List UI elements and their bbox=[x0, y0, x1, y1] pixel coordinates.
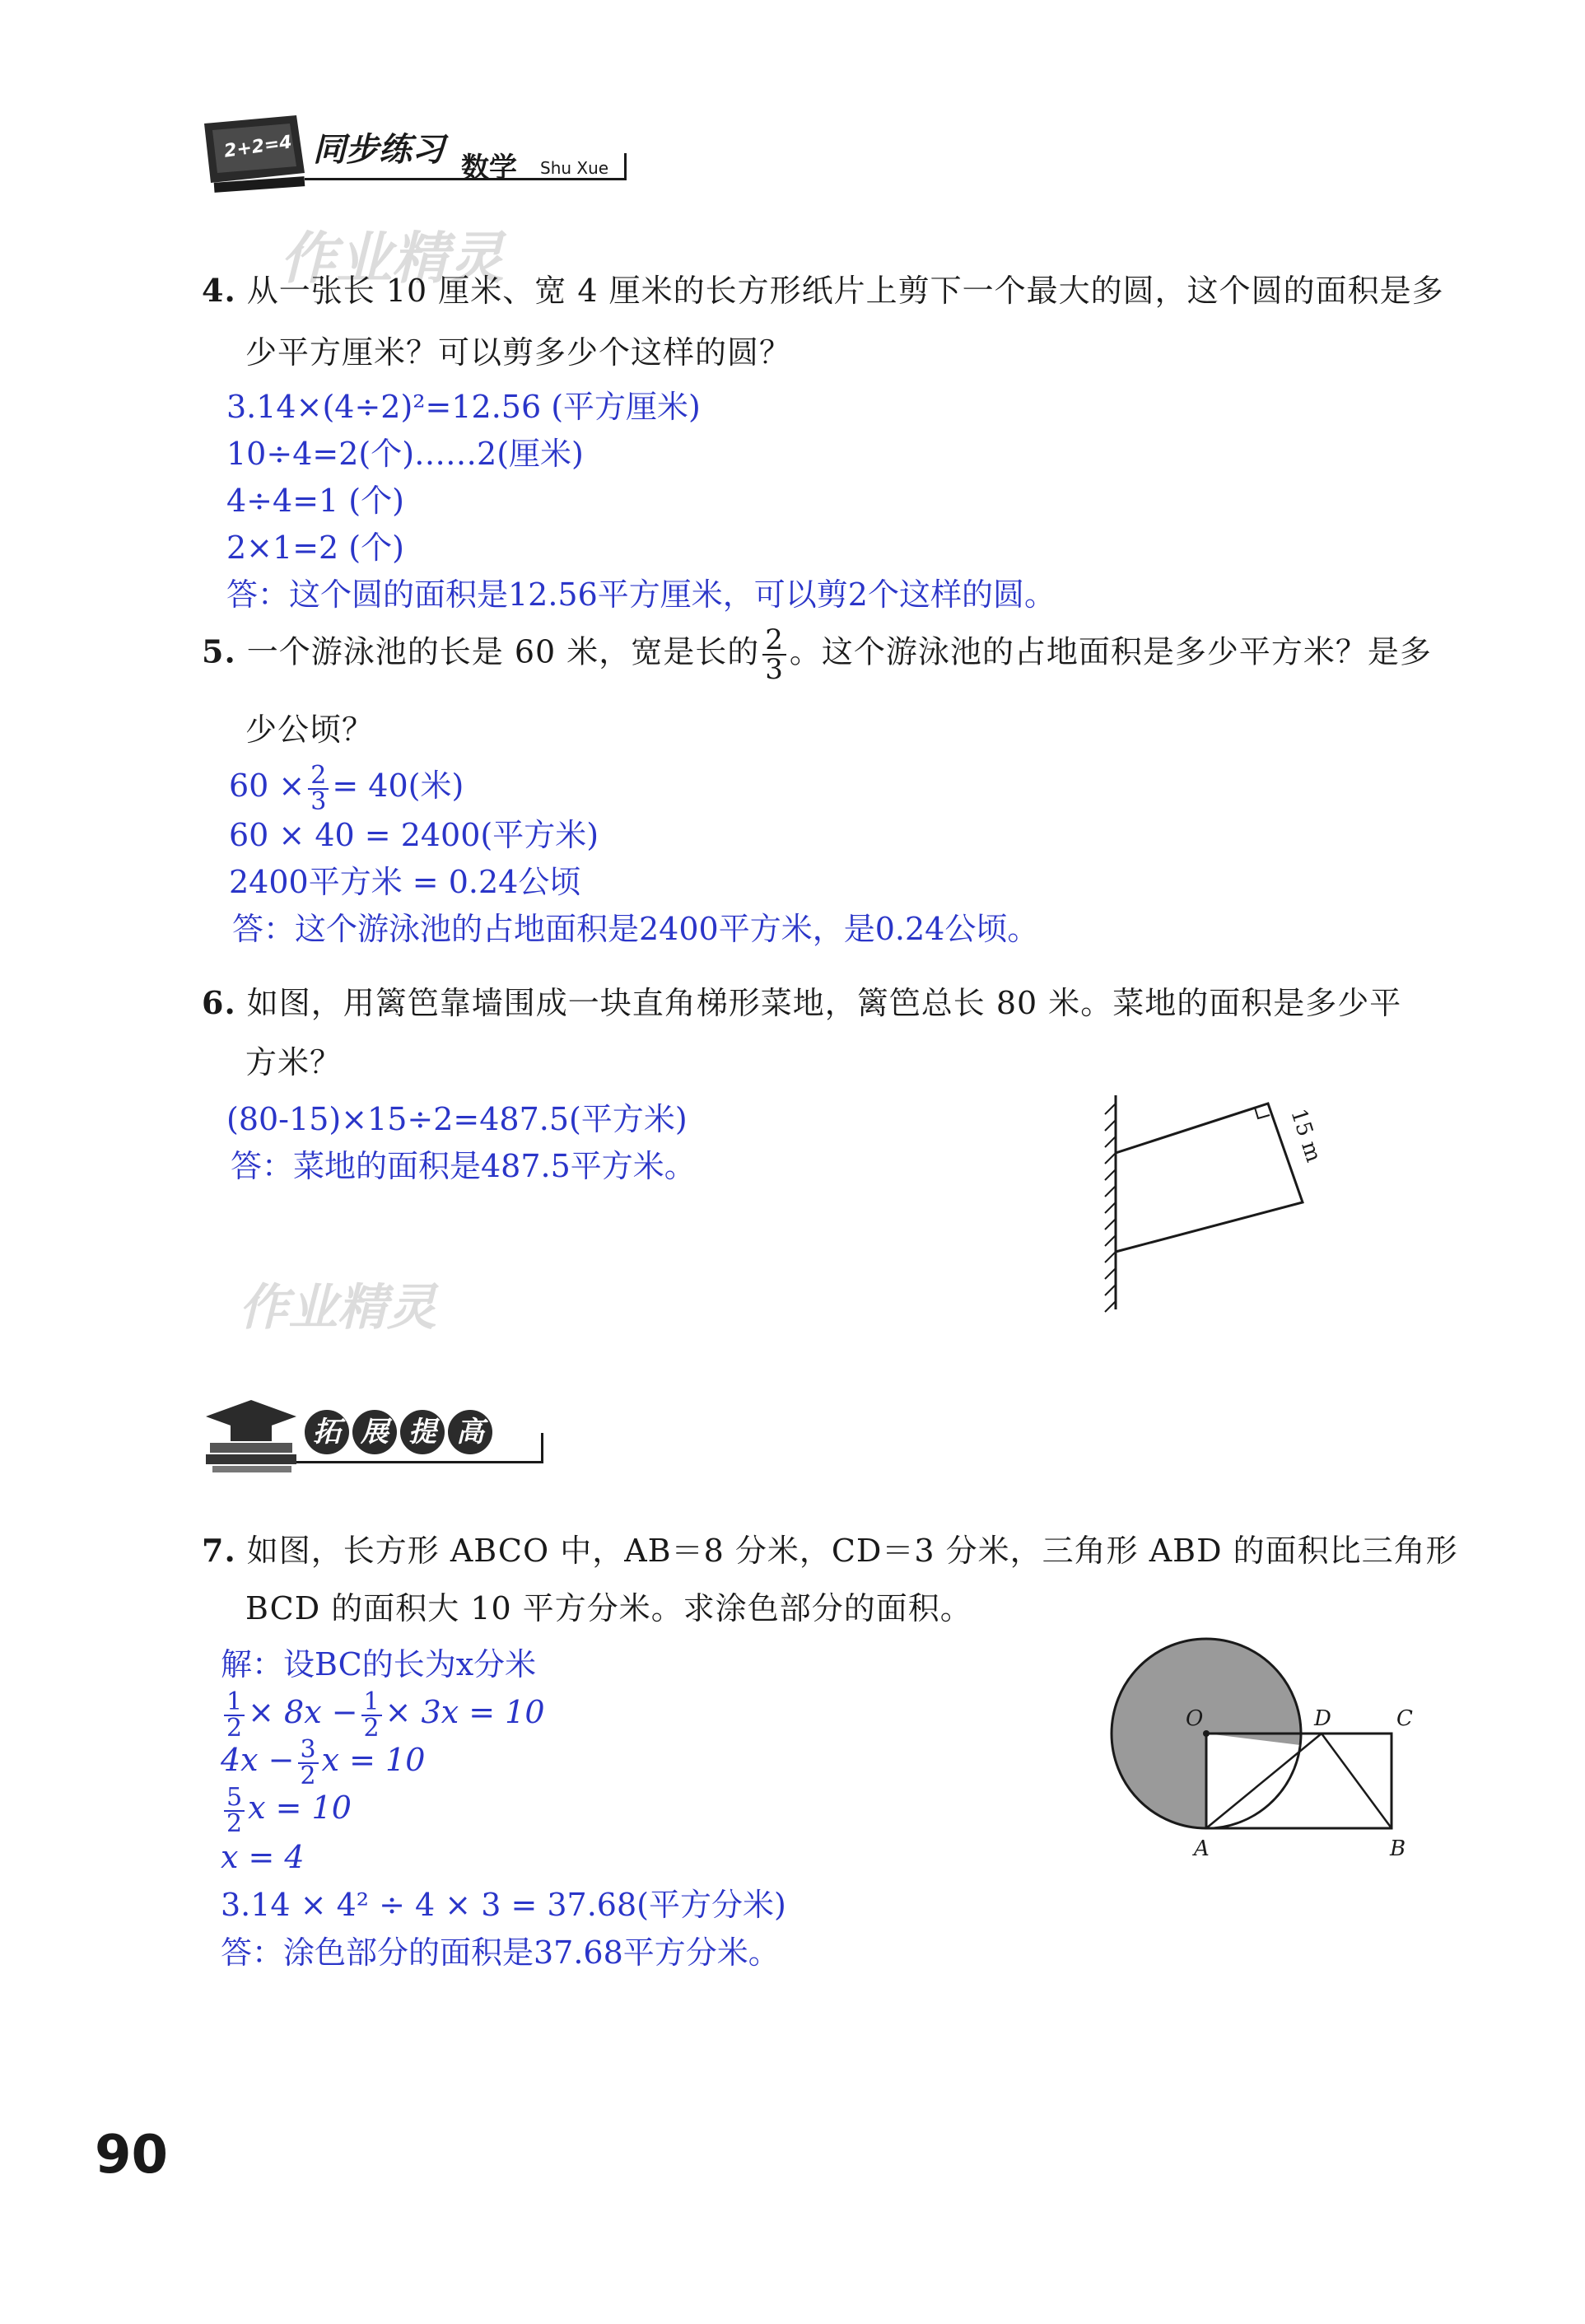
q7-line2: BCD 的面积大 10 平方分米。求涂色部分的面积。 bbox=[245, 1590, 972, 1626]
q7-eq2-frac-den: 2 bbox=[300, 1761, 316, 1790]
q7-eq2-a: 4x − bbox=[221, 1742, 295, 1778]
q5-line1-a: 一个游泳池的长是 60 米，宽是长的 bbox=[246, 633, 760, 670]
q7-eq3 bbox=[221, 1784, 352, 1836]
q7-eq1-frac2 bbox=[361, 1687, 382, 1743]
q7-label-o: O bbox=[1186, 1706, 1204, 1731]
q4-line1: 从一张长 10 厘米、宽 4 厘米的长方形纸片上剪下一个最大的圆，这个圆的面积是多 bbox=[246, 273, 1444, 309]
header-subject-pinyin: Shu Xue bbox=[540, 158, 609, 178]
q4-answer-5: 答：这个圆的面积是12.56平方厘米，可以剪2个这样的圆。 bbox=[226, 576, 1056, 613]
q6-answer-1: (80-15)×15÷2=487.5(平方米) bbox=[226, 1101, 688, 1137]
header-title: 同步练习 bbox=[313, 131, 445, 169]
q5-frac-num: 2 bbox=[762, 626, 786, 656]
q4-answer-4: 2×1=2 (个) bbox=[226, 530, 404, 566]
q7-eq1-a: × 8x − bbox=[248, 1694, 358, 1730]
q5-line1-b: 。这个游泳池的占地面积是多少平方米？是多 bbox=[789, 633, 1432, 670]
section-char-2: 展 bbox=[352, 1410, 397, 1454]
q7-label-b: B bbox=[1390, 1836, 1406, 1861]
q4-answer-1: 3.14×(4÷2)²=12.56 (平方厘米) bbox=[226, 389, 701, 425]
q5-answer-1 bbox=[229, 762, 464, 814]
q7-eq3-frac bbox=[224, 1782, 245, 1838]
q7-eq1-frac2-num: 1 bbox=[361, 1690, 382, 1716]
section-char-4: 高 bbox=[448, 1410, 492, 1454]
q6-trapezoid-figure bbox=[1087, 1087, 1334, 1318]
q5-frac-den: 3 bbox=[765, 653, 784, 686]
q7-label-d: D bbox=[1314, 1706, 1331, 1731]
q6-number: 6. bbox=[202, 984, 236, 1021]
section-title bbox=[305, 1410, 496, 1454]
q7-eq2 bbox=[221, 1736, 425, 1789]
q7-eq2-frac-num: 3 bbox=[298, 1738, 319, 1764]
q7-eq3-b: x = 10 bbox=[248, 1790, 352, 1826]
q4-answer-2: 10÷4=2(个)……2(厘米) bbox=[226, 436, 584, 472]
q5-answer-4: 答：这个游泳池的占地面积是2400平方米，是0.24公顷。 bbox=[232, 911, 1039, 947]
q6-line2: 方米？ bbox=[245, 1044, 343, 1080]
header-rule-right bbox=[624, 153, 627, 180]
q7-text bbox=[202, 1528, 1458, 1574]
q5-ans1-a: 60 × bbox=[229, 768, 305, 804]
q4-line2: 少平方厘米？可以剪多少个这样的圆？ bbox=[245, 334, 792, 371]
section-underline bbox=[296, 1461, 543, 1463]
header-subject: 数学 bbox=[461, 152, 517, 184]
q7-eq2-frac bbox=[298, 1734, 319, 1790]
q7-eq2-b: x = 10 bbox=[321, 1742, 426, 1778]
q6-figure-label: 15 m bbox=[1285, 1105, 1326, 1165]
q7-circle-rectangle-figure bbox=[1095, 1635, 1441, 1865]
q5-ans-fraction bbox=[308, 760, 329, 816]
q5-answer-2: 60 × 40 = 2400(平方米) bbox=[229, 817, 599, 853]
section-char-3: 提 bbox=[400, 1410, 445, 1454]
q7-eq1-b: × 3x = 10 bbox=[385, 1694, 545, 1730]
q7-eq1-frac2-den: 2 bbox=[363, 1713, 380, 1743]
q5-number: 5. bbox=[202, 632, 236, 670]
q7-eq3-frac-den: 2 bbox=[226, 1808, 243, 1838]
q7-line1: 如图，长方形 ABCO 中，AB＝8 分米，CD＝3 分米，三角形 ABD 的面积比三角形 bbox=[246, 1533, 1458, 1569]
graduation-cap-icon bbox=[198, 1392, 305, 1474]
section-banner bbox=[198, 1392, 543, 1474]
q5-ans-frac-den: 3 bbox=[310, 786, 327, 816]
q5-answer-3: 2400平方米 = 0.24公顷 bbox=[229, 864, 581, 900]
page-header bbox=[189, 107, 618, 198]
q6-text bbox=[202, 980, 1401, 1026]
q7-eq3-frac-num: 5 bbox=[224, 1785, 245, 1812]
q7-number: 7. bbox=[202, 1532, 236, 1569]
q6-answer-2: 答：菜地的面积是487.5平方米。 bbox=[231, 1148, 696, 1184]
q5-line2: 少公顷？ bbox=[245, 712, 375, 748]
q4-number: 4. bbox=[202, 272, 236, 309]
watermark-top: 作业精灵 bbox=[280, 226, 505, 292]
section-rule-right bbox=[541, 1433, 543, 1463]
q5-fraction bbox=[762, 623, 786, 686]
watermark-middle: 作业精灵 bbox=[239, 1279, 436, 1337]
q7-eq1-frac1 bbox=[224, 1687, 245, 1743]
logo-text: 2+2=4 bbox=[222, 132, 294, 162]
q7-eq4: x = 4 bbox=[221, 1839, 305, 1875]
q7-answer: 答：涂色部分的面积是37.68平方分米。 bbox=[221, 1934, 780, 1971]
q7-eq1-frac1-den: 2 bbox=[226, 1713, 243, 1743]
q7-label-c: C bbox=[1396, 1706, 1413, 1731]
q4-answer-3: 4÷4=1 (个) bbox=[226, 483, 404, 519]
q4-text bbox=[202, 268, 1444, 314]
q7-eq1-frac1-num: 1 bbox=[224, 1690, 245, 1716]
page-number: 90 bbox=[95, 2125, 169, 2186]
q5-ans-frac-num: 2 bbox=[308, 763, 329, 790]
q5-text bbox=[202, 623, 1432, 686]
q5-ans1-b: = 40(米) bbox=[332, 768, 464, 804]
q7-solution-intro: 解：设BC的长为x分米 bbox=[221, 1646, 537, 1682]
q7-label-a: A bbox=[1194, 1836, 1210, 1861]
q7-eq5: 3.14 × 4² ÷ 4 × 3 = 37.68(平方分米) bbox=[221, 1887, 786, 1923]
q7-eq1 bbox=[221, 1688, 545, 1741]
section-char-1: 拓 bbox=[305, 1410, 349, 1454]
q6-line1: 如图，用篱笆靠墙围成一块直角梯形菜地，篱笆总长 80 米。菜地的面积是多少平 bbox=[246, 985, 1402, 1021]
